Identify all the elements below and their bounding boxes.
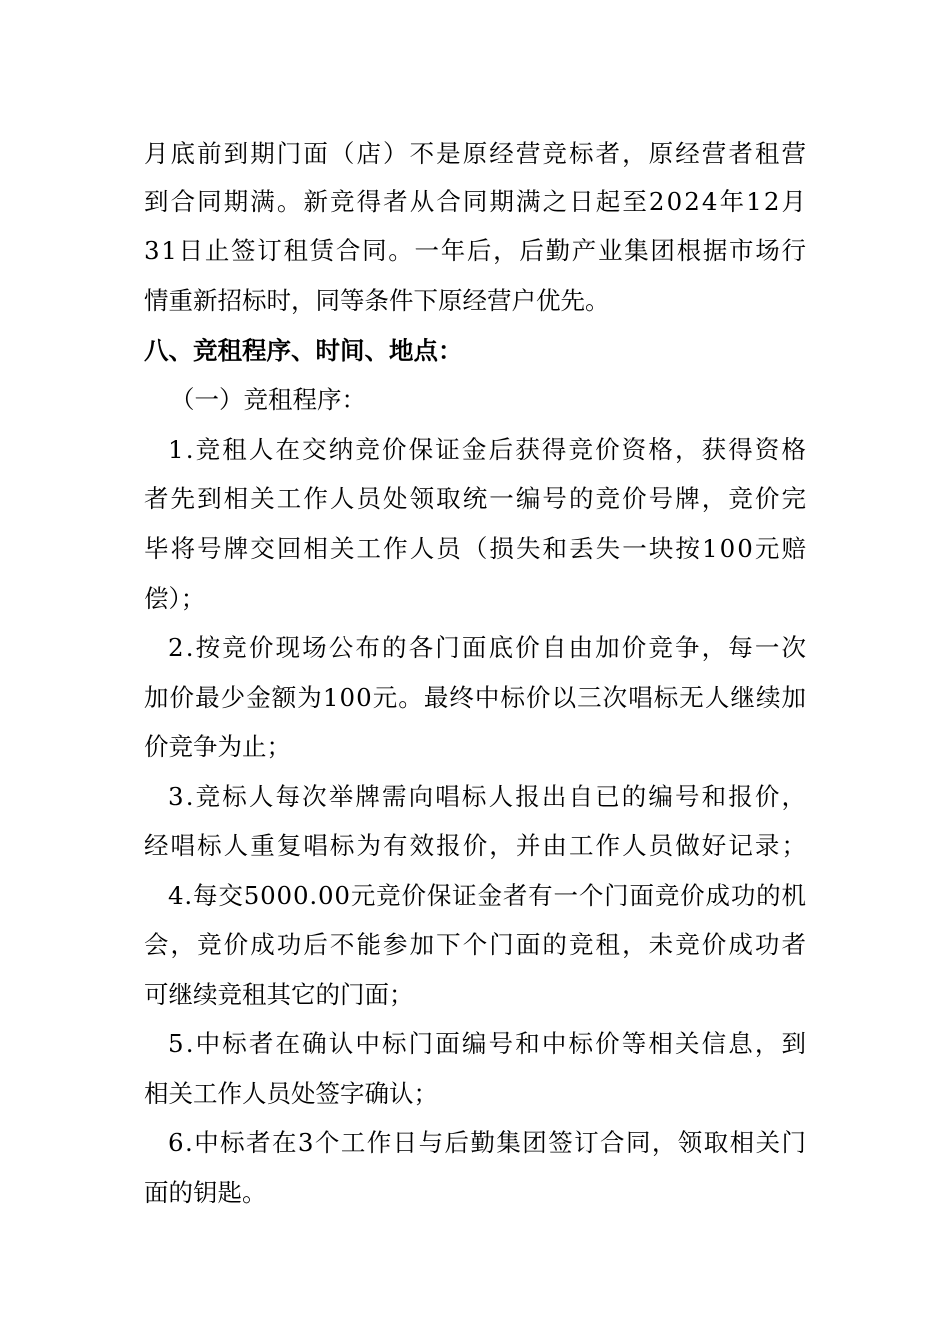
paragraph-line: 经唱标人重复唱标为有效报价，并由工作人员做好记录；: [144, 831, 809, 860]
list-item-line: 5.中标者在确认中标门面编号和中标价等相关信息，到: [168, 1029, 809, 1058]
paragraph-line: 毕将号牌交回相关工作人员（损失和丢失一块按100元赔: [144, 534, 809, 563]
paragraph-line: 面的钥匙。: [144, 1178, 267, 1207]
paragraph-line: 可继续竞租其它的门面；: [144, 980, 414, 1009]
subsection-heading: （一）竞租程序：: [170, 385, 366, 414]
paragraph-line: 会，竞价成功后不能参加下个门面的竞租，未竞价成功者: [144, 930, 809, 959]
paragraph-line: 31日止签订租赁合同。一年后，后勤产业集团根据市场行: [144, 236, 808, 265]
paragraph-line: 价竞争为止；: [144, 732, 291, 761]
list-item-line: 6.中标者在3个工作日与后勤集团签订合同，领取相关门: [168, 1128, 808, 1157]
paragraph-line: 情重新招标时，同等条件下原经营户优先。: [144, 286, 610, 315]
paragraph-line: 月底前到期门面（店）不是原经营竞标者，原经营者租营: [144, 139, 809, 168]
list-item-line: 4.每交5000.00元竞价保证金者有一个门面竞价成功的机: [168, 881, 807, 910]
list-item-line: 2.按竞价现场公布的各门面底价自由加价竞争，每一次: [168, 633, 809, 662]
paragraph-line: 偿）；: [144, 584, 206, 613]
list-item-line: 1.竞租人在交纳竞价保证金后获得竞价资格，获得资格: [168, 435, 809, 464]
paragraph-line: 到合同期满。新竞得者从合同期满之日起至2024年12月: [144, 187, 809, 216]
paragraph-line: 者先到相关工作人员处领取统一编号的竞价号牌，竞价完: [144, 484, 809, 513]
section-heading: 八、竞租程序、时间、地点：: [144, 336, 463, 365]
paragraph-line: 相关工作人员处签字确认；: [144, 1079, 438, 1108]
paragraph-line: 加价最少金额为100元。最终中标价以三次唱标无人继续加: [144, 683, 808, 712]
list-item-line: 3.竞标人每次举牌需向唱标人报出自已的编号和报价，: [168, 782, 809, 811]
